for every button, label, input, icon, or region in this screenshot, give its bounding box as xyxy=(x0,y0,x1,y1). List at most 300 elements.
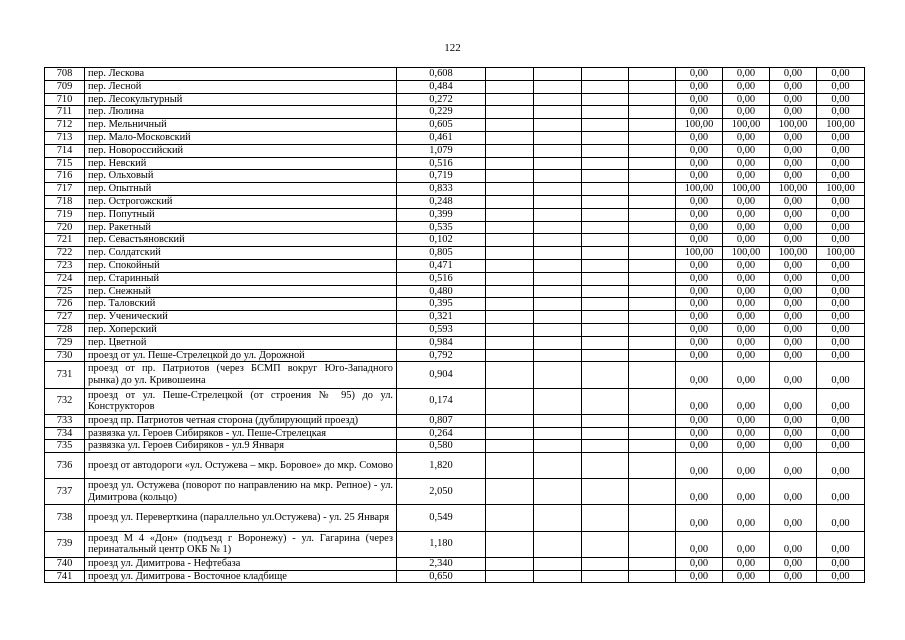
empty-cell xyxy=(534,479,582,505)
empty-cell xyxy=(486,336,534,349)
empty-cell xyxy=(629,80,676,93)
empty-cell xyxy=(534,195,582,208)
empty-cell xyxy=(486,557,534,570)
empty-cell xyxy=(486,259,534,272)
percent-cell-2: 0,00 xyxy=(723,195,770,208)
road-name-cell: проезд ул. Димитрова - Восточное кладбище xyxy=(85,570,397,583)
percent-cell-2: 0,00 xyxy=(723,234,770,247)
table-row xyxy=(45,414,865,427)
percent-cell-2: 0,00 xyxy=(723,531,770,557)
empty-cell xyxy=(534,272,582,285)
road-name-cell: пер. Люлина xyxy=(85,106,397,119)
empty-cell xyxy=(486,362,534,388)
empty-cell xyxy=(582,221,629,234)
road-name-cell: пер. Острогожский xyxy=(85,195,397,208)
table-row xyxy=(45,106,865,119)
percent-cell-1: 0,00 xyxy=(676,106,723,119)
table-row xyxy=(45,570,865,583)
row-number-cell: 711 xyxy=(45,106,85,119)
empty-cell xyxy=(629,298,676,311)
table-row xyxy=(45,234,865,247)
empty-cell xyxy=(534,414,582,427)
row-number-cell: 710 xyxy=(45,93,85,106)
empty-cell xyxy=(629,440,676,453)
row-number-cell: 734 xyxy=(45,427,85,440)
empty-cell xyxy=(486,157,534,170)
percent-cell-3: 0,00 xyxy=(770,131,817,144)
empty-cell xyxy=(486,427,534,440)
road-name-cell: проезд ул. Димитрова - Нефтебаза xyxy=(85,557,397,570)
road-name-cell: проезд пр. Патриотов четная сторона (дублирующий проезд) xyxy=(85,414,397,427)
empty-cell xyxy=(534,388,582,414)
percent-cell-4: 0,00 xyxy=(817,234,865,247)
empty-cell xyxy=(486,170,534,183)
road-name-cell: пер. Цветной xyxy=(85,336,397,349)
road-length-cell: 0,984 xyxy=(397,336,486,349)
road-name-cell: проезд М 4 «Дон» (подъезд г Воронежу) - ул. Гагарина (через перинатальный центр ОКБ № 1) xyxy=(85,531,397,557)
table-row xyxy=(45,349,865,362)
empty-cell xyxy=(486,272,534,285)
empty-cell xyxy=(534,208,582,221)
road-name-cell: пер. Солдатский xyxy=(85,247,397,260)
empty-cell xyxy=(582,131,629,144)
row-number-cell: 737 xyxy=(45,479,85,505)
road-name-cell: проезд от ул. Пеше-Стрелецкой до ул. Дорожной xyxy=(85,349,397,362)
percent-cell-1: 0,00 xyxy=(676,259,723,272)
percent-cell-3: 0,00 xyxy=(770,272,817,285)
empty-cell xyxy=(534,93,582,106)
empty-cell xyxy=(534,285,582,298)
percent-cell-2: 0,00 xyxy=(723,414,770,427)
percent-cell-3: 0,00 xyxy=(770,557,817,570)
percent-cell-2: 0,00 xyxy=(723,427,770,440)
percent-cell-3: 0,00 xyxy=(770,388,817,414)
empty-cell xyxy=(534,440,582,453)
row-number-cell: 718 xyxy=(45,195,85,208)
row-number-cell: 739 xyxy=(45,531,85,557)
table-row xyxy=(45,531,865,557)
percent-cell-4: 0,00 xyxy=(817,388,865,414)
empty-cell xyxy=(486,570,534,583)
percent-cell-1: 0,00 xyxy=(676,195,723,208)
percent-cell-3: 0,00 xyxy=(770,349,817,362)
road-length-cell: 0,174 xyxy=(397,388,486,414)
road-name-cell: пер. Лесокультурный xyxy=(85,93,397,106)
road-length-cell: 0,272 xyxy=(397,93,486,106)
empty-cell xyxy=(629,144,676,157)
empty-cell xyxy=(629,336,676,349)
empty-cell xyxy=(534,106,582,119)
row-number-cell: 741 xyxy=(45,570,85,583)
row-number-cell: 723 xyxy=(45,259,85,272)
road-length-cell: 0,516 xyxy=(397,157,486,170)
road-length-cell: 0,516 xyxy=(397,272,486,285)
empty-cell xyxy=(534,80,582,93)
empty-cell xyxy=(486,183,534,196)
empty-cell xyxy=(486,221,534,234)
row-number-cell: 728 xyxy=(45,323,85,336)
percent-cell-1: 0,00 xyxy=(676,570,723,583)
percent-cell-4: 0,00 xyxy=(817,170,865,183)
row-number-cell: 724 xyxy=(45,272,85,285)
table-row xyxy=(45,157,865,170)
percent-cell-4: 0,00 xyxy=(817,131,865,144)
percent-cell-3: 100,00 xyxy=(770,247,817,260)
empty-cell xyxy=(486,505,534,531)
percent-cell-3: 0,00 xyxy=(770,427,817,440)
empty-cell xyxy=(629,349,676,362)
percent-cell-4: 0,00 xyxy=(817,531,865,557)
empty-cell xyxy=(582,259,629,272)
percent-cell-3: 0,00 xyxy=(770,362,817,388)
percent-cell-2: 0,00 xyxy=(723,259,770,272)
percent-cell-4: 0,00 xyxy=(817,80,865,93)
empty-cell xyxy=(534,170,582,183)
empty-cell xyxy=(629,427,676,440)
road-name-cell: пер. Снежный xyxy=(85,285,397,298)
empty-cell xyxy=(582,144,629,157)
road-length-cell: 0,792 xyxy=(397,349,486,362)
empty-cell xyxy=(534,362,582,388)
percent-cell-2: 0,00 xyxy=(723,311,770,324)
row-number-cell: 729 xyxy=(45,336,85,349)
page-number: 122 xyxy=(444,42,461,54)
percent-cell-1: 0,00 xyxy=(676,414,723,427)
percent-cell-3: 0,00 xyxy=(770,144,817,157)
road-name-cell: проезд ул. Остужева (поворот по направлению на мкр. Репное) - ул. Димитрова (кольцо) xyxy=(85,479,397,505)
row-number-cell: 727 xyxy=(45,311,85,324)
empty-cell xyxy=(582,349,629,362)
table-row xyxy=(45,323,865,336)
percent-cell-2: 0,00 xyxy=(723,272,770,285)
empty-cell xyxy=(629,531,676,557)
percent-cell-2: 0,00 xyxy=(723,221,770,234)
empty-cell xyxy=(582,570,629,583)
empty-cell xyxy=(534,259,582,272)
empty-cell xyxy=(582,80,629,93)
empty-cell xyxy=(582,234,629,247)
row-number-cell: 713 xyxy=(45,131,85,144)
percent-cell-3: 0,00 xyxy=(770,453,817,479)
empty-cell xyxy=(486,144,534,157)
empty-cell xyxy=(486,414,534,427)
percent-cell-2: 0,00 xyxy=(723,285,770,298)
percent-cell-2: 0,00 xyxy=(723,336,770,349)
percent-cell-4: 0,00 xyxy=(817,195,865,208)
percent-cell-3: 0,00 xyxy=(770,195,817,208)
percent-cell-2: 0,00 xyxy=(723,93,770,106)
row-number-cell: 731 xyxy=(45,362,85,388)
percent-cell-1: 0,00 xyxy=(676,272,723,285)
empty-cell xyxy=(534,505,582,531)
table-row xyxy=(45,440,865,453)
road-length-cell: 0,805 xyxy=(397,247,486,260)
road-length-cell: 1,180 xyxy=(397,531,486,557)
percent-cell-4: 0,00 xyxy=(817,144,865,157)
road-name-cell: пер. Таловский xyxy=(85,298,397,311)
percent-cell-1: 0,00 xyxy=(676,298,723,311)
percent-cell-2: 0,00 xyxy=(723,323,770,336)
row-number-cell: 712 xyxy=(45,119,85,132)
empty-cell xyxy=(582,157,629,170)
row-number-cell: 709 xyxy=(45,80,85,93)
percent-cell-2: 0,00 xyxy=(723,362,770,388)
road-name-cell: пер. Ольховый xyxy=(85,170,397,183)
empty-cell xyxy=(534,311,582,324)
road-length-cell: 0,719 xyxy=(397,170,486,183)
table-row xyxy=(45,427,865,440)
empty-cell xyxy=(629,272,676,285)
empty-cell xyxy=(534,557,582,570)
row-number-cell: 732 xyxy=(45,388,85,414)
empty-cell xyxy=(629,505,676,531)
empty-cell xyxy=(582,195,629,208)
row-number-cell: 722 xyxy=(45,247,85,260)
road-length-cell: 0,593 xyxy=(397,323,486,336)
row-number-cell: 717 xyxy=(45,183,85,196)
table-row xyxy=(45,208,865,221)
table-row xyxy=(45,453,865,479)
road-length-cell: 0,471 xyxy=(397,259,486,272)
percent-cell-4: 0,00 xyxy=(817,323,865,336)
road-length-cell: 0,399 xyxy=(397,208,486,221)
empty-cell xyxy=(534,349,582,362)
table-row xyxy=(45,285,865,298)
percent-cell-1: 0,00 xyxy=(676,221,723,234)
percent-cell-4: 0,00 xyxy=(817,414,865,427)
percent-cell-3: 0,00 xyxy=(770,221,817,234)
percent-cell-4: 0,00 xyxy=(817,362,865,388)
road-length-cell: 0,904 xyxy=(397,362,486,388)
table-row xyxy=(45,80,865,93)
percent-cell-2: 0,00 xyxy=(723,106,770,119)
empty-cell xyxy=(486,93,534,106)
road-length-cell: 0,535 xyxy=(397,221,486,234)
empty-cell xyxy=(629,131,676,144)
empty-cell xyxy=(582,68,629,81)
percent-cell-3: 0,00 xyxy=(770,323,817,336)
percent-cell-1: 100,00 xyxy=(676,247,723,260)
empty-cell xyxy=(534,68,582,81)
percent-cell-3: 0,00 xyxy=(770,414,817,427)
table-row xyxy=(45,298,865,311)
empty-cell xyxy=(486,440,534,453)
percent-cell-1: 0,00 xyxy=(676,440,723,453)
table-row xyxy=(45,557,865,570)
percent-cell-1: 0,00 xyxy=(676,323,723,336)
table-row xyxy=(45,311,865,324)
empty-cell xyxy=(534,234,582,247)
road-name-cell: проезд от автодороги «ул. Остужева – мкр. Боровое» до мкр. Сомово xyxy=(85,453,397,479)
empty-cell xyxy=(486,80,534,93)
percent-cell-4: 100,00 xyxy=(817,183,865,196)
empty-cell xyxy=(582,505,629,531)
road-name-cell: пер. Мельничный xyxy=(85,119,397,132)
percent-cell-4: 0,00 xyxy=(817,570,865,583)
empty-cell xyxy=(582,323,629,336)
empty-cell xyxy=(486,131,534,144)
percent-cell-4: 0,00 xyxy=(817,440,865,453)
road-length-cell: 0,102 xyxy=(397,234,486,247)
percent-cell-2: 100,00 xyxy=(723,183,770,196)
empty-cell xyxy=(629,388,676,414)
empty-cell xyxy=(534,531,582,557)
empty-cell xyxy=(582,311,629,324)
empty-cell xyxy=(486,311,534,324)
percent-cell-1: 0,00 xyxy=(676,557,723,570)
road-name-cell: развязка ул. Героев Сибиряков - ул.9 Января xyxy=(85,440,397,453)
percent-cell-4: 100,00 xyxy=(817,119,865,132)
road-name-cell: пер. Ученический xyxy=(85,311,397,324)
row-number-cell: 725 xyxy=(45,285,85,298)
road-length-cell: 1,079 xyxy=(397,144,486,157)
road-length-cell: 0,605 xyxy=(397,119,486,132)
empty-cell xyxy=(629,221,676,234)
percent-cell-1: 0,00 xyxy=(676,170,723,183)
table-row xyxy=(45,505,865,531)
empty-cell xyxy=(629,119,676,132)
table-row xyxy=(45,183,865,196)
empty-cell xyxy=(582,247,629,260)
empty-cell xyxy=(582,298,629,311)
empty-cell xyxy=(534,570,582,583)
percent-cell-3: 0,00 xyxy=(770,157,817,170)
percent-cell-4: 0,00 xyxy=(817,311,865,324)
table-row xyxy=(45,479,865,505)
road-name-cell: пер. Мало-Московский xyxy=(85,131,397,144)
percent-cell-1: 0,00 xyxy=(676,349,723,362)
road-length-cell: 0,807 xyxy=(397,414,486,427)
road-name-cell: пер. Опытный xyxy=(85,183,397,196)
road-length-cell: 0,608 xyxy=(397,68,486,81)
empty-cell xyxy=(534,157,582,170)
row-number-cell: 721 xyxy=(45,234,85,247)
empty-cell xyxy=(582,106,629,119)
percent-cell-4: 0,00 xyxy=(817,208,865,221)
percent-cell-4: 0,00 xyxy=(817,285,865,298)
percent-cell-3: 0,00 xyxy=(770,285,817,298)
empty-cell xyxy=(629,362,676,388)
percent-cell-2: 0,00 xyxy=(723,388,770,414)
percent-cell-1: 0,00 xyxy=(676,427,723,440)
percent-cell-2: 0,00 xyxy=(723,479,770,505)
table-row xyxy=(45,362,865,388)
empty-cell xyxy=(629,311,676,324)
road-name-cell: проезд от пр. Патриотов (через БСМП вокруг Юго-Западного рынка) до ул. Кривошеина xyxy=(85,362,397,388)
road-name-cell: проезд от ул. Пеше-Стрелецкой (от строения № 95) до ул. Конструкторов xyxy=(85,388,397,414)
empty-cell xyxy=(582,479,629,505)
percent-cell-4: 0,00 xyxy=(817,427,865,440)
percent-cell-4: 0,00 xyxy=(817,298,865,311)
road-name-cell: пер. Невский xyxy=(85,157,397,170)
empty-cell xyxy=(486,323,534,336)
empty-cell xyxy=(582,440,629,453)
road-length-cell: 0,833 xyxy=(397,183,486,196)
empty-cell xyxy=(486,119,534,132)
empty-cell xyxy=(582,170,629,183)
percent-cell-2: 100,00 xyxy=(723,119,770,132)
percent-cell-4: 100,00 xyxy=(817,247,865,260)
empty-cell xyxy=(534,183,582,196)
empty-cell xyxy=(486,285,534,298)
percent-cell-2: 0,00 xyxy=(723,68,770,81)
percent-cell-3: 100,00 xyxy=(770,183,817,196)
percent-cell-2: 0,00 xyxy=(723,144,770,157)
table-row xyxy=(45,119,865,132)
road-length-cell: 0,248 xyxy=(397,195,486,208)
empty-cell xyxy=(629,414,676,427)
empty-cell xyxy=(629,570,676,583)
empty-cell xyxy=(629,453,676,479)
road-name-cell: пер. Ракетный xyxy=(85,221,397,234)
empty-cell xyxy=(534,427,582,440)
percent-cell-1: 0,00 xyxy=(676,93,723,106)
empty-cell xyxy=(629,93,676,106)
percent-cell-2: 0,00 xyxy=(723,80,770,93)
percent-cell-4: 0,00 xyxy=(817,272,865,285)
percent-cell-1: 100,00 xyxy=(676,183,723,196)
percent-cell-4: 0,00 xyxy=(817,505,865,531)
percent-cell-3: 0,00 xyxy=(770,93,817,106)
row-number-cell: 714 xyxy=(45,144,85,157)
empty-cell xyxy=(582,531,629,557)
percent-cell-4: 0,00 xyxy=(817,106,865,119)
table-row xyxy=(45,68,865,81)
road-length-cell: 1,820 xyxy=(397,453,486,479)
road-name-cell: проезд ул. Переверткина (параллельно ул.Остужева) - ул. 25 Января xyxy=(85,505,397,531)
percent-cell-1: 0,00 xyxy=(676,453,723,479)
percent-cell-3: 0,00 xyxy=(770,259,817,272)
empty-cell xyxy=(629,234,676,247)
percent-cell-3: 0,00 xyxy=(770,440,817,453)
empty-cell xyxy=(486,479,534,505)
empty-cell xyxy=(629,285,676,298)
percent-cell-3: 0,00 xyxy=(770,531,817,557)
percent-cell-3: 0,00 xyxy=(770,505,817,531)
percent-cell-2: 0,00 xyxy=(723,208,770,221)
percent-cell-1: 0,00 xyxy=(676,144,723,157)
percent-cell-2: 0,00 xyxy=(723,157,770,170)
empty-cell xyxy=(486,234,534,247)
percent-cell-1: 0,00 xyxy=(676,505,723,531)
empty-cell xyxy=(629,183,676,196)
empty-cell xyxy=(629,68,676,81)
road-name-cell: пер. Севастьяновский xyxy=(85,234,397,247)
empty-cell xyxy=(534,247,582,260)
percent-cell-2: 100,00 xyxy=(723,247,770,260)
empty-cell xyxy=(486,195,534,208)
empty-cell xyxy=(486,106,534,119)
percent-cell-3: 100,00 xyxy=(770,119,817,132)
road-name-cell: пер. Новороссийский xyxy=(85,144,397,157)
percent-cell-4: 0,00 xyxy=(817,157,865,170)
empty-cell xyxy=(582,119,629,132)
percent-cell-4: 0,00 xyxy=(817,93,865,106)
empty-cell xyxy=(534,336,582,349)
percent-cell-1: 0,00 xyxy=(676,68,723,81)
percent-cell-3: 0,00 xyxy=(770,336,817,349)
percent-cell-4: 0,00 xyxy=(817,259,865,272)
road-length-cell: 0,264 xyxy=(397,427,486,440)
empty-cell xyxy=(534,131,582,144)
table-row xyxy=(45,93,865,106)
empty-cell xyxy=(486,531,534,557)
empty-cell xyxy=(582,183,629,196)
empty-cell xyxy=(582,336,629,349)
percent-cell-3: 0,00 xyxy=(770,68,817,81)
row-number-cell: 708 xyxy=(45,68,85,81)
percent-cell-4: 0,00 xyxy=(817,68,865,81)
